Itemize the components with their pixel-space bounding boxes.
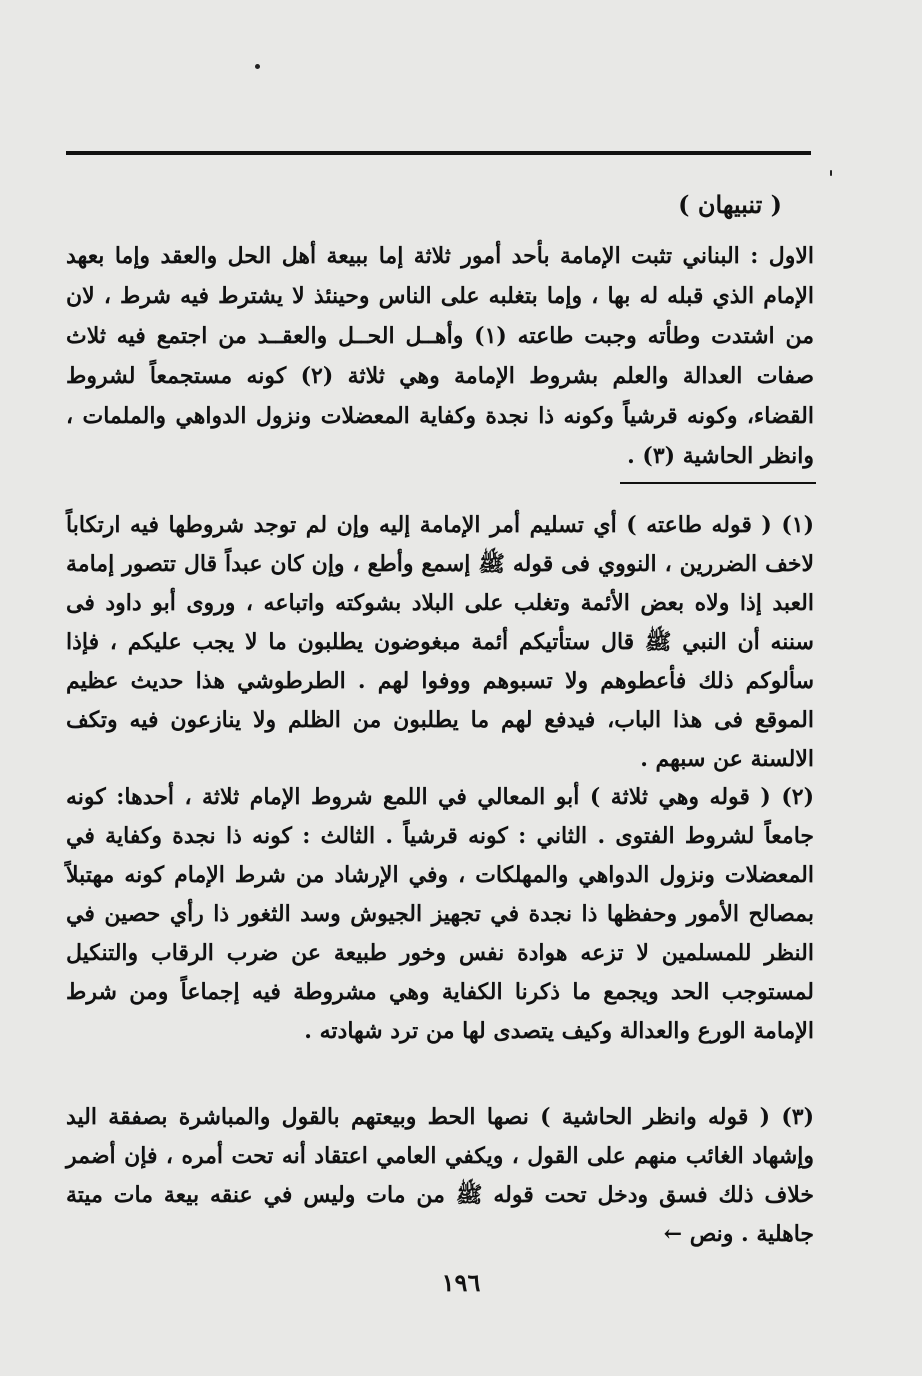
footnote-1: (١) ( قوله طاعته ) أي تسليم أمر الإمامة إليه وإن لم توجد شروطها فيه ارتكاباً لاخف الضررين ، النووي فى قوله ﷺ إسمع وأطع ، وإن كان عبداً قال تتصور إمامة العبد إذا ولاه بعض الأئمة وتغلب على البلاد بشوكته واتباعه ، وروى أبو داود فى سننه أن النبي ﷺ قال ستأتيكم أئمة مبغوضون يطلبون ما لا يجب عليكم ، فإذا سألوكم ذلك فأعطوهم ولا تسبوهم ووفوا لهم . الطرطوشي هذا حديث عظيم الموقع فى هذا الباب، فيدفع لهم ما يطلبون من الظلم ولا ينازعون فيه وتكف الالسنة عن سبهم . — [66, 512, 814, 772]
scan-speck — [255, 64, 260, 69]
page-number: ١٩٦ — [441, 1268, 481, 1297]
footnote-separator — [620, 482, 816, 484]
main-paragraph: الاول : البناني تثبت الإمامة بأحد أمور ثلاثة إما ببيعة أهل الحل والعقد وإما بعهد الإمام الذي قبله له بها ، وإما بتغلبه على الناس وحينئذ لا يشترط فيه شرط ، لان من اشتدت وطأته وجبت طاعته (١) وأهــل الحــل والعقــد من اجتمع فيه ثلاث صفات العدالة والعلم بشروط الإمامة وهي ثلاثة (٢) كونه مستجمعاً لشروط القضاء، وكونه قرشياً وكونه ذا نجدة وكفاية المعضلات ونزول الدواهي والملمات ، وانظر الحاشية (٣) . — [66, 243, 815, 469]
scan-speck — [830, 170, 832, 176]
top-rule — [66, 151, 811, 155]
footnote-2: (٢) ( قوله وهي ثلاثة ) أبو المعالي في اللمع شروط الإمام ثلاثة ، أحدها: كونه جامعاً لشروط الفتوى . الثاني : كونه قرشياً . الثالث : كونه ذا نجدة وكفاية في المعضلات ونزول الدواهي والمهلكات ، وفي الإرشاد من شرط الإمام كونه مهتبلاً بمصالح الأمور وحفظها ذا نجدة في تجهيز الجيوش وسد الثغور ذا رأي حصين في النظر للمسلمين لا تزعه هوادة نفس وخور طبيعة عن ضرب الرقاب والتنكيل لمستوجب الحد ويجمع ما ذكرنا الكفاية وهي مشروطة فيه إجماعاً ومن شرط الإمامة الورع والعدالة وكيف يتصدى لها من ترد شهادته . — [66, 784, 814, 1044]
footnote-3: (٣) ( قوله وانظر الحاشية ) نصها الحط وبيعتهم بالقول والمباشرة بصفقة اليد وإشهاد الغائب منهم على القول ، ويكفي العامي اعتقاد أنه تحت أمره ، فإن أضمر خلاف ذلك فسق ودخل تحت قوله ﷺ من مات وليس في عنقه بيعة مات ميتة جاهلية . ونص ← — [66, 1104, 814, 1247]
section-heading: ( تنبيهان ) — [678, 190, 782, 219]
